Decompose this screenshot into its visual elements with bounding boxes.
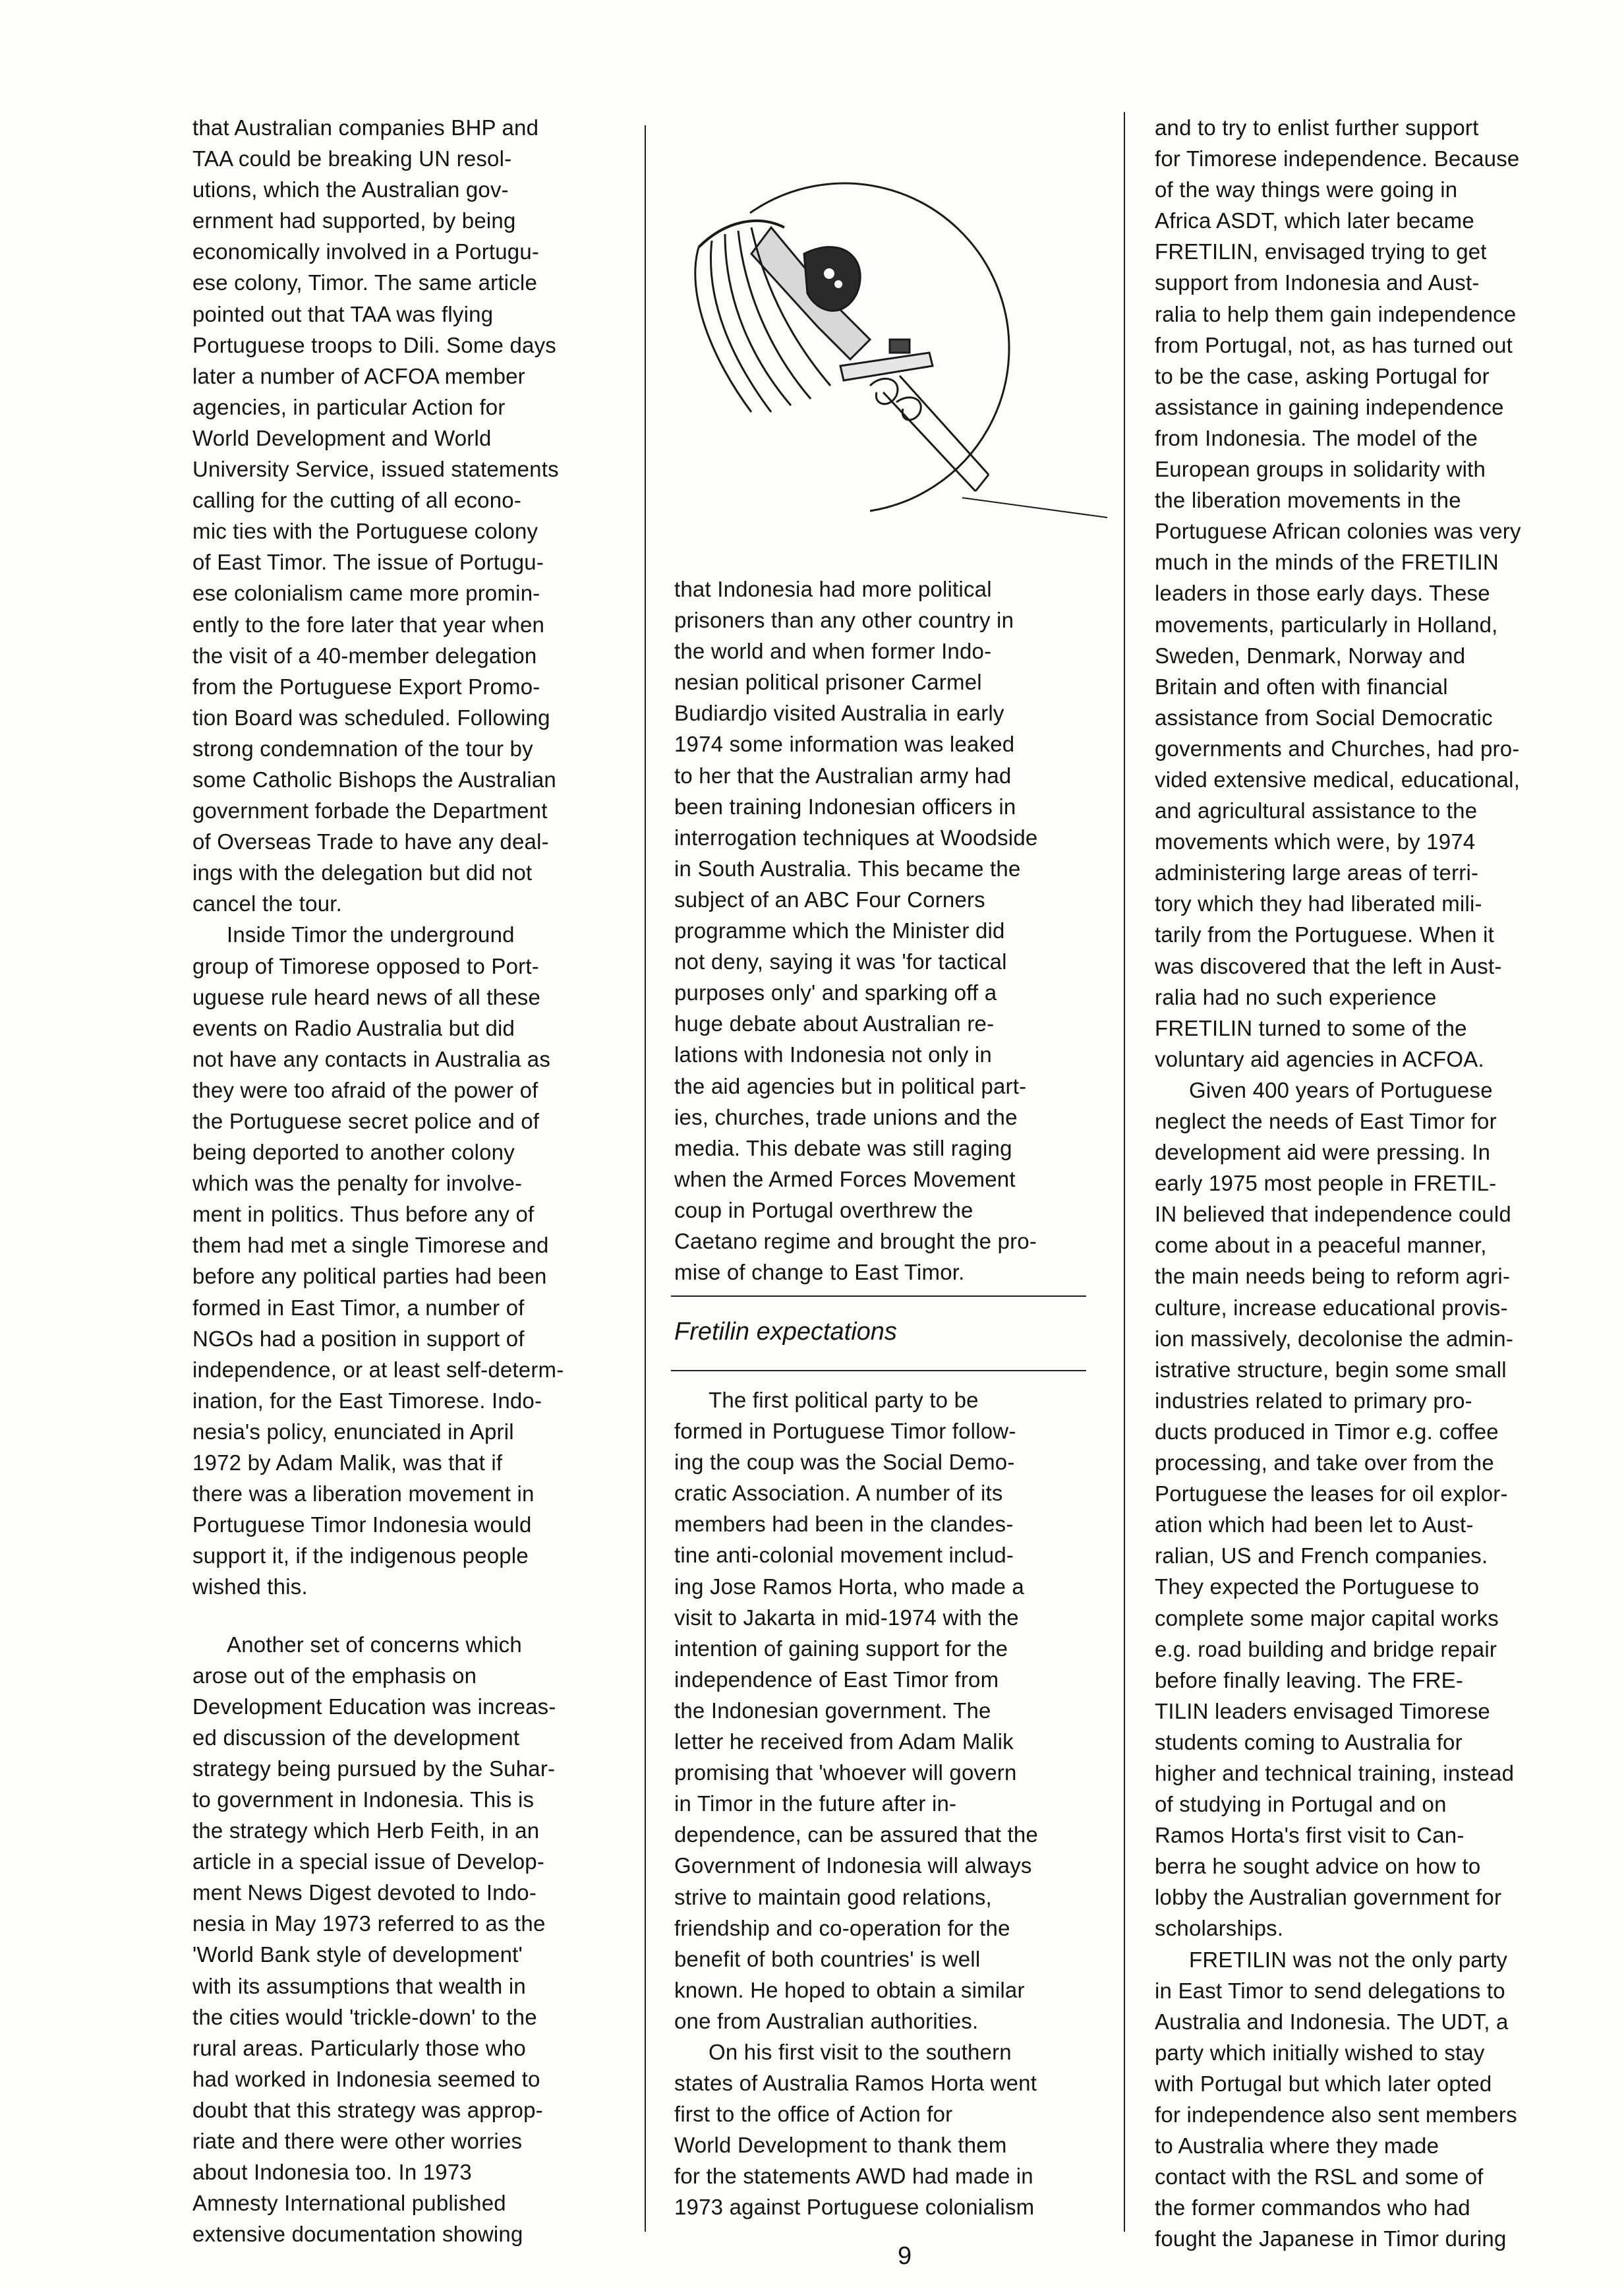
text-line: nesia in May 1973 referred to as the — [192, 1911, 546, 1936]
text-line: states of Australia Ramos Horta went — [674, 2071, 1037, 2096]
text-line: and agricultural assistance to the — [1155, 798, 1478, 823]
text-line: administering large areas of terri- — [1155, 860, 1479, 885]
text-line: fought the Japanese in Timor during — [1155, 2226, 1507, 2251]
text-line: tarily from the Portuguese. When it — [1155, 922, 1495, 947]
text-line: to her that the Australian army had — [674, 763, 1012, 788]
text-line: TILIN leaders envisaged Timorese — [1155, 1698, 1490, 1723]
text-line: one from Australian authorities. — [674, 2008, 979, 2033]
text-line: which was the penalty for involve- — [192, 1171, 523, 1196]
text-line: for the statements AWD had made in — [674, 2164, 1033, 2189]
text-line: in East Timor to send delegations to — [1155, 1978, 1505, 2003]
text-line: they were too afraid of the power of — [192, 1077, 538, 1102]
text-line: subject of an ABC Four Corners — [674, 887, 985, 912]
column-divider-left — [645, 125, 646, 2232]
text-line: FRETILIN turned to some of the — [1155, 1015, 1467, 1040]
text-line: uguese rule heard news of all these — [192, 984, 541, 1009]
text-line: e.g. road building and bridge repair — [1155, 1636, 1497, 1661]
text-line: NGOs had a position in support of — [192, 1326, 525, 1351]
text-line: in South Australia. This became the — [674, 856, 1021, 881]
column-left — [192, 112, 608, 2249]
text-line: with its assumptions that wealth in — [192, 1973, 526, 1998]
text-line: students coming to Australia for — [1155, 1729, 1463, 1754]
text-line: ing Jose Ramos Horta, who made a — [674, 1574, 1024, 1599]
text-line: the Indonesian government. The — [674, 1698, 991, 1723]
text-line: movements, particularly in Holland, — [1155, 612, 1498, 637]
text-line: Amnesty International published — [192, 2191, 506, 2216]
text-line: intention of gaining support for the — [674, 1636, 1008, 1661]
text-line: Portuguese the leases for oil explor- — [1155, 1481, 1508, 1506]
text-line: tine anti-colonial movement includ- — [674, 1543, 1014, 1568]
text-line: economically involved in a Portugu- — [192, 239, 540, 264]
heading-rule-bottom — [671, 1370, 1086, 1371]
text-line: ese colony, Timor. The same article — [192, 270, 537, 295]
text-line: The first political party to be — [709, 1388, 979, 1412]
text-line: huge debate about Australian re- — [674, 1011, 995, 1036]
text-line: ation which had been let to Aust- — [1155, 1512, 1474, 1537]
text-line: much in the minds of the FRETILIN — [1155, 550, 1499, 575]
text-line: utions, which the Australian gov- — [192, 177, 509, 202]
text-line: Another set of concerns which — [227, 1632, 522, 1657]
text-line: cancel the tour. — [192, 891, 343, 916]
text-line: support it, if the indigenous people — [192, 1543, 529, 1568]
text-line: Budiardjo visited Australia in early — [674, 701, 1004, 726]
text-line: some Catholic Bishops the Australian — [192, 767, 556, 792]
text-line: strategy being pursued by the Suhar- — [192, 1756, 556, 1781]
text-line: about Indonesia too. In 1973 — [192, 2160, 472, 2185]
text-line: industries related to primary pro- — [1155, 1388, 1472, 1413]
text-line: ducts produced in Timor e.g. coffee — [1155, 1419, 1499, 1444]
text-line: nesian political prisoner Carmel — [674, 670, 982, 695]
text-line: them had met a single Timorese and — [192, 1233, 549, 1258]
text-line: to government in Indonesia. This is — [192, 1787, 535, 1812]
text-line: governments and Churches, had pro- — [1155, 736, 1520, 761]
text-line: assistance in gaining independence — [1155, 394, 1504, 419]
text-line: TAA could be breaking UN resol- — [192, 146, 512, 171]
section-heading: Fretilin expectations — [674, 1318, 897, 1346]
text-line: lations with Indonesia not only in — [674, 1042, 992, 1067]
text-line: purposes only' and sparking off a — [674, 980, 997, 1005]
text-line: been training Indonesian officers in — [674, 794, 1016, 819]
text-line: the cities would 'trickle-down' to the — [192, 2004, 537, 2029]
text-line: not deny, saying it was 'for tactical — [674, 949, 1007, 974]
text-line: ernment had supported, by being — [192, 208, 516, 233]
text-line: 1974 some information was leaked — [674, 732, 1015, 757]
text-line: complete some major capital works — [1155, 1605, 1499, 1630]
text-line: the Portuguese secret police and of — [192, 1109, 540, 1133]
text-line: of East Timor. The issue of Portugu- — [192, 550, 544, 575]
text-line: arose out of the emphasis on — [192, 1663, 477, 1688]
text-line: was discovered that the left in Aust- — [1155, 953, 1502, 978]
text-line: before any political parties had been — [192, 1264, 547, 1289]
text-line: cratic Association. A number of its — [674, 1481, 1003, 1506]
text-line: tory which they had liberated mili- — [1155, 891, 1482, 916]
text-line: there was a liberation movement in — [192, 1481, 535, 1506]
text-line: Africa ASDT, which later became — [1155, 208, 1474, 233]
page-number: 9 — [898, 2242, 912, 2270]
text-line: ing the coup was the Social Demo- — [674, 1450, 1015, 1475]
sword-and-feathered-scabbard-icon — [672, 142, 1120, 537]
text-line: vided extensive medical, educational, — [1155, 767, 1521, 792]
text-line: for Timorese independence. Because — [1155, 146, 1520, 171]
text-line: scholarships. — [1155, 1916, 1284, 1941]
text-line: University Service, issued statements — [192, 457, 559, 482]
text-line: mise of change to East Timor. — [674, 1260, 965, 1285]
text-line: government forbade the Department — [192, 798, 548, 823]
text-line: when the Armed Forces Movement — [674, 1166, 1016, 1191]
text-line: the strategy which Herb Feith, in an — [192, 1818, 540, 1843]
text-line: programme which the Minister did — [674, 918, 1005, 943]
text-line: Britain and often with financial — [1155, 674, 1448, 699]
text-line: IN believed that independence could — [1155, 1202, 1511, 1227]
text-line: group of Timorese opposed to Port- — [192, 953, 539, 978]
text-line: processing, and take over from the — [1155, 1450, 1494, 1475]
text-line: contact with the RSL and some of — [1155, 2164, 1484, 2189]
text-line: World Development and World — [192, 425, 492, 450]
text-line: the world and when former Indo- — [674, 639, 992, 664]
text-line: formed in Portuguese Timor follow- — [674, 1419, 1016, 1444]
column-middle-lower — [674, 1384, 1038, 2223]
text-line: leaders in those early days. These — [1155, 581, 1490, 606]
text-line: European groups in solidarity with — [1155, 457, 1486, 482]
text-line: movements which were, by 1974 — [1155, 829, 1476, 854]
text-line: events on Radio Australia but did — [192, 1015, 515, 1040]
text-line: dependence, can be assured that the — [674, 1822, 1038, 1847]
text-line: ings with the delegation but did not — [192, 860, 533, 885]
text-line: to be the case, asking Portugal for — [1155, 363, 1490, 388]
text-line: with Portugal but which later opted — [1155, 2071, 1492, 2096]
text-line: neglect the needs of East Timor for — [1155, 1109, 1497, 1133]
column-right — [1155, 112, 1577, 2254]
text-line: ralian, US and French companies. — [1155, 1543, 1488, 1568]
text-line: early 1975 most people in FRETIL- — [1155, 1171, 1497, 1196]
text-line: prisoners than any other country in — [674, 608, 1014, 633]
text-line: letter he received from Adam Malik — [674, 1729, 1014, 1754]
text-line: strive to maintain good relations, — [674, 1884, 992, 1909]
text-line: Portuguese African colonies was very — [1155, 519, 1521, 544]
text-line: for independence also sent members — [1155, 2102, 1517, 2127]
text-line: members had been in the clandes- — [674, 1512, 1014, 1537]
text-line: the liberation movements in the — [1155, 488, 1461, 513]
text-line: promising that 'whoever will govern — [674, 1760, 1017, 1785]
text-line: strong condemnation of the tour by — [192, 736, 533, 761]
text-line: independence of East Timor from — [674, 1667, 999, 1692]
text-line: pointed out that TAA was flying — [192, 301, 494, 326]
text-line: mic ties with the Portuguese colony — [192, 519, 538, 544]
text-line: They expected the Portuguese to — [1155, 1574, 1480, 1599]
text-line: riate and there were other worries — [192, 2129, 523, 2153]
text-line: coup in Portugal overthrew the — [674, 1197, 973, 1222]
text-line: article in a special issue of Develop- — [192, 1849, 545, 1874]
text-line: ently to the fore later that year when — [192, 612, 545, 637]
text-line: party which initially wished to stay — [1155, 2040, 1485, 2065]
text-line: of studying in Portugal and on — [1155, 1792, 1447, 1817]
text-line: development aid were pressing. In — [1155, 1140, 1491, 1165]
text-line: to Australia where they made — [1155, 2133, 1439, 2158]
text-line: friendship and co-operation for the — [674, 1915, 1010, 1940]
text-line: Sweden, Denmark, Norway and — [1155, 643, 1466, 668]
text-line: Ramos Horta's first visit to Can- — [1155, 1823, 1464, 1848]
text-line: tion Board was scheduled. Following — [192, 705, 550, 730]
text-line: that Australian companies BHP and — [192, 115, 539, 140]
text-line: benefit of both countries' is well — [674, 1946, 981, 1971]
text-line: and to try to enlist further support — [1155, 115, 1479, 140]
text-line: berra he sought advice on how to — [1155, 1854, 1481, 1879]
text-line: known. He hoped to obtain a similar — [674, 1977, 1025, 2002]
text-line: from the Portuguese Export Promo- — [192, 674, 540, 699]
text-line: ion massively, decolonise the admin- — [1155, 1326, 1514, 1351]
text-line: FRETILIN, envisaged trying to get — [1155, 239, 1487, 264]
text-line: istrative structure, begin some small — [1155, 1357, 1507, 1382]
text-line: ese colonialism came more promin- — [192, 581, 540, 606]
text-line: calling for the cutting of all econo- — [192, 488, 522, 513]
text-line: Inside Timor the underground — [227, 922, 515, 947]
text-line: before finally leaving. The FRE- — [1155, 1667, 1464, 1692]
heading-rule-top — [671, 1295, 1086, 1297]
text-line: Given 400 years of Portuguese — [1189, 1077, 1493, 1102]
column-middle-upper — [674, 574, 1037, 1288]
text-line: the main needs being to reform agri- — [1155, 1264, 1511, 1289]
text-line: from Indonesia. The model of the — [1155, 425, 1478, 450]
text-line: agencies, in particular Action for — [192, 394, 506, 419]
text-line: in Timor in the future after in- — [674, 1791, 957, 1816]
text-line: ies, churches, trade unions and the — [674, 1104, 1018, 1129]
text-line: independence, or at least self-determ- — [192, 1357, 564, 1382]
paragraph-gap — [192, 1603, 608, 1629]
text-line: formed in East Timor, a number of — [192, 1295, 525, 1320]
text-line: higher and technical training, instead — [1155, 1760, 1515, 1785]
text-line: wished this. — [192, 1574, 308, 1599]
text-line: Portuguese Timor Indonesia would — [192, 1512, 532, 1537]
text-line: first to the office of Action for — [674, 2102, 953, 2127]
text-line: of Overseas Trade to have any deal- — [192, 829, 549, 854]
text-line: Caetano regime and brought the pro- — [674, 1228, 1037, 1253]
text-line: rural areas. Particularly those who — [192, 2035, 526, 2060]
text-line: being deported to another colony — [192, 1140, 515, 1165]
text-line: Portuguese troops to Dili. Some days — [192, 332, 556, 357]
text-line: culture, increase educational provis- — [1155, 1295, 1508, 1320]
text-line: 'World Bank style of development' — [192, 1942, 523, 1967]
text-line: Government of Indonesia will always — [674, 1853, 1032, 1878]
text-line: of the way things were going in — [1155, 177, 1458, 202]
text-line: assistance from Social Democratic — [1155, 705, 1493, 730]
text-line: the former commandos who had — [1155, 2195, 1470, 2220]
text-line: FRETILIN was not the only party — [1189, 1947, 1508, 1972]
text-line: not have any contacts in Australia as — [192, 1046, 551, 1071]
text-line: ment in politics. Thus before any of — [192, 1202, 535, 1227]
text-line: the visit of a 40-member delegation — [192, 643, 537, 668]
text-line: World Development to thank them — [674, 2133, 1007, 2158]
text-line: Australia and Indonesia. The UDT, a — [1155, 2009, 1509, 2034]
text-line: come about in a peaceful manner, — [1155, 1233, 1487, 1258]
text-line: voluntary aid agencies in ACFOA. — [1155, 1046, 1484, 1071]
text-line: media. This debate was still raging — [674, 1135, 1012, 1160]
text-line: that Indonesia had more political — [674, 577, 992, 601]
text-line: later a number of ACFOA member — [192, 363, 525, 388]
text-line: ination, for the East Timorese. Indo- — [192, 1388, 542, 1413]
text-line: lobby the Australian government for — [1155, 1885, 1502, 1910]
text-line: ralia had no such experience — [1155, 984, 1437, 1009]
text-line: support from Indonesia and Aust- — [1155, 270, 1480, 295]
text-line: 1972 by Adam Malik, was that if — [192, 1450, 503, 1475]
text-line: had worked in Indonesia seemed to — [192, 2066, 540, 2091]
text-line: Development Education was increas- — [192, 1694, 556, 1719]
text-line: On his first visit to the southern — [709, 2039, 1012, 2064]
text-line: from Portugal, not, as has turned out — [1155, 332, 1513, 357]
text-line: ed discussion of the development — [192, 1725, 520, 1750]
text-line: nesia's policy, enunciated in April — [192, 1419, 514, 1444]
text-line: ralia to help them gain independence — [1155, 301, 1517, 326]
column-divider-right — [1124, 112, 1125, 2232]
text-line: 1973 against Portuguese colonialism — [674, 2195, 1035, 2220]
text-line: interrogation techniques at Woodside — [674, 825, 1038, 850]
text-line: extensive documentation showing — [192, 2222, 523, 2247]
text-line: doubt that this strategy was approp- — [192, 2097, 543, 2122]
text-line: visit to Jakarta in mid-1974 with the — [674, 1605, 1019, 1630]
text-line: the aid agencies but in political part- — [674, 1073, 1027, 1098]
text-line: ment News Digest devoted to Indo- — [192, 1880, 537, 1905]
